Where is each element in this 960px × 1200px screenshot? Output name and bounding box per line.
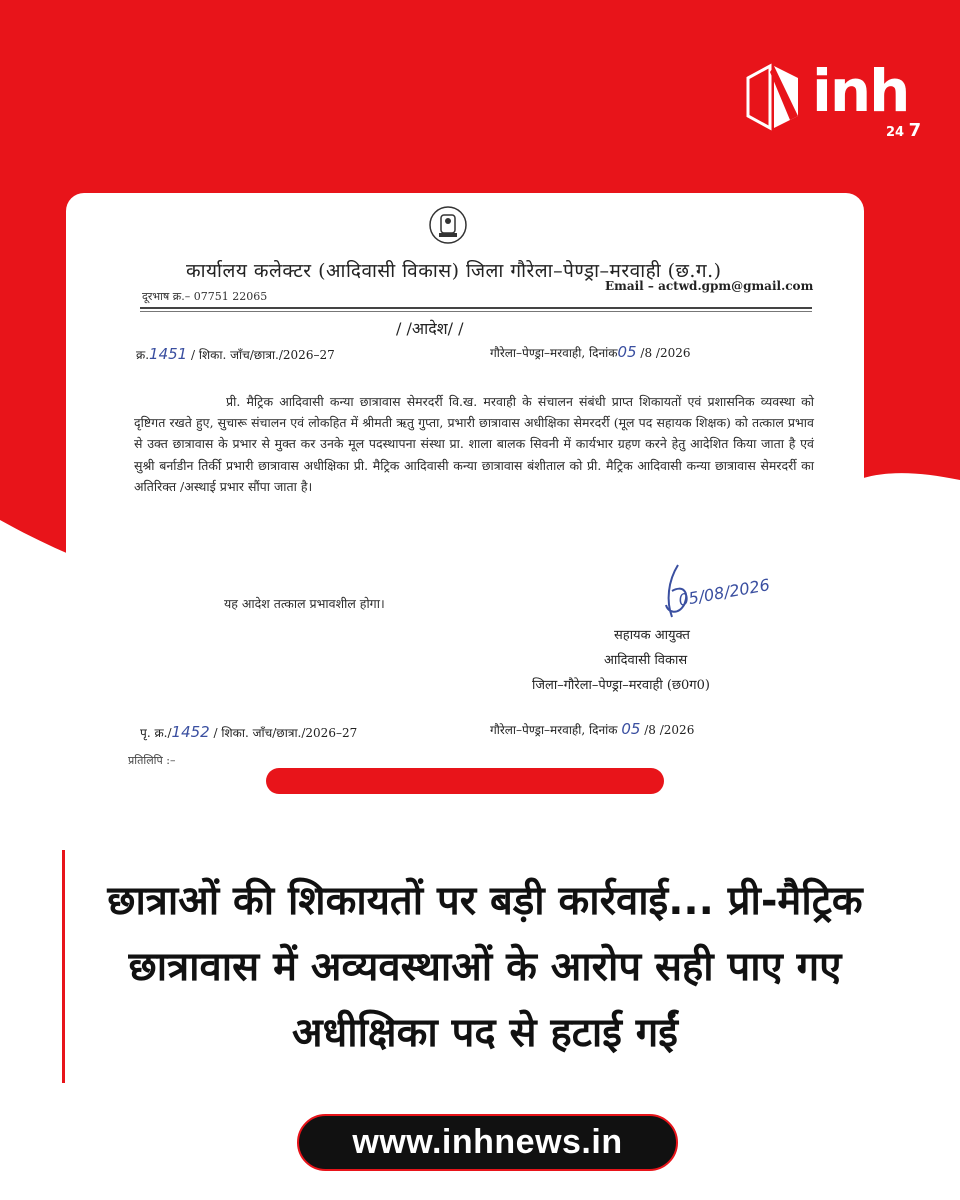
order-reference: क्र.1451 / शिका. जाँच/छात्रा./2026–27	[136, 345, 335, 363]
order-body: प्री. मैट्रिक आदिवासी कन्या छात्रावास सेमरदर्री वि.ख. मरवाही के संचालन संबंधी प्राप्त शिकायतों एवं प्रशासनिक व्यवस्था को दृष्टिगत रखते हुए, सुचारू संचालन एवं लोकहित में श्रीमती ऋतु गुप्ता, प्रभारी छात्रावास अधीक्षिका सेमरदर्री (मूल पद सहायक शिक्षक) को तत्काल प्रभाव से उक्त छात्रावास के प्रभार से मुक्त कर उनके मूल पदस्थापना संस्था प्रा. शाला बालक सिवनी में कार्यभार ग्रहण करने हेतु आदेशित किया जाता है एवं सुश्री बर्नाडीन तिर्की प्रभारी छात्रावास अधीक्षिका प्री. मैट्रिक आदिवासी कन्या छात्रावास बंशीताल को प्री. मैट्रिक आदिवासी कन्या छात्रावास सेमरदर्री का अतिरिक्त /अस्थाई प्रभार सौंपा जाता है।	[134, 394, 814, 494]
copy-to-label: प्रतिलिपि :–	[128, 754, 176, 767]
signature-date: 05/08/2026	[677, 575, 772, 610]
headline-line-3: अधीक्षिका पद से हटाई गईं	[292, 1010, 678, 1056]
order-heading: / /आदेश/ /	[396, 319, 464, 338]
headline-line-1: छात्राओं की शिकायतों पर बड़ी कार्रवाई... प्री-मैट्रिक	[107, 878, 863, 924]
order-place-date: गौरेला–पेण्ड्रा–मरवाही, दिनांक05 /8 /2026	[490, 343, 691, 361]
header-rule	[140, 307, 812, 309]
website-link[interactable]	[297, 1114, 678, 1171]
national-emblem-icon	[428, 203, 468, 249]
red-divider-bar	[266, 768, 664, 794]
copy-reference: पृ. क्र./1452 / शिका. जाँच/छात्रा./2026–27	[140, 723, 358, 741]
headline-accent-line	[62, 850, 65, 1083]
logo-wordmark: inh	[812, 57, 909, 125]
logo-mark-icon	[740, 58, 810, 138]
header-rule-thin	[140, 311, 812, 312]
copy-place-date: गौरेला–पेण्ड्रा–मरवाही, दिनांक 05 /8 /2026	[490, 720, 695, 738]
office-email: Email – actwd.gpm@gmail.com	[605, 279, 814, 293]
order-effective-note: यह आदेश तत्काल प्रभावशील होगा।	[224, 596, 385, 611]
signatory-district: जिला–गौरेला–पेण्ड्रा–मरवाही (छ0ग0)	[532, 678, 710, 693]
office-phone: दूरभाष क्र.– 07751 22065	[142, 290, 268, 303]
signatory-department: आदिवासी विकास	[604, 653, 688, 668]
signatory-designation: सहायक आयुक्त	[614, 628, 690, 643]
headline-line-2: छात्रावास में अव्यवस्थाओं के आरोप सही पाए गए	[128, 944, 842, 990]
scanned-order	[66, 193, 864, 789]
logo-247: 24 7	[886, 120, 922, 141]
office-title: कार्यालय कलेक्टर (आदिवासी विकास) जिला गौरेला–पेण्ड्रा–मरवाही (छ.ग.)	[186, 260, 722, 282]
document-card	[66, 193, 864, 789]
headline	[70, 868, 900, 1066]
inh-logo	[740, 58, 940, 148]
website-url: www.inhnews.in	[352, 1123, 623, 1161]
